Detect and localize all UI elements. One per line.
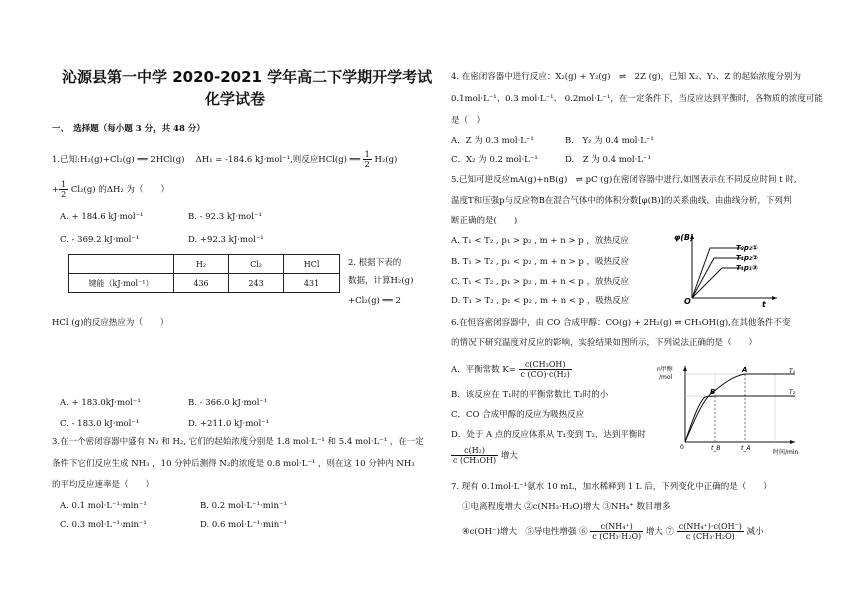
q6-a-den: c (CO)·c(H₂) [520,370,570,379]
q1-frac-num: 1 [364,150,370,159]
q7-f2-num: c(NH₄⁺)·c(OH⁻) [678,522,742,531]
q5-option-c[interactable]: C. T₁ < T₂ , p₁ > p₂ , m + n < p ，放热反应 [451,277,629,287]
point-a: A [742,366,748,374]
q2-side-3: +Cl₂(g) ══ 2 [348,296,401,306]
q5-ylabel: φ(B) [674,233,694,242]
q6-xlabel: 时间/min [773,449,799,456]
q2-option-b[interactable]: B. - 366.0 kJ·mol⁻¹ [188,398,268,408]
q7-fraction-6 [590,522,643,541]
q1-frac-den: 2 [364,160,370,169]
q4-line3: 是（ ） [451,116,486,126]
q1-line1: 1.已知:H₂(g)+Cl₂(g) ══ 2HCl(g) ΔH₁ = -184.6 kJ·mol⁻¹,则反应HCl(g) ══ [52,155,360,165]
q1-frac-den-2: 2 [61,190,67,199]
q4-line2: 0.1mol·L⁻¹、0.3 mol·L⁻¹、 0.2mol·L⁻¹，在一定条件下，当反应达到平衡时，各物质的浓度可能 [451,94,823,104]
q7-f1-num: c(NH₄⁺) [590,522,643,532]
q7-f2-den: c (CH₃·H₂O) [685,532,735,541]
q6-ylabel-2: /mol [659,374,673,381]
curve-label-1: T₂p₂① [736,244,758,252]
q1-frac-num-2: 1 [61,180,67,189]
label-t1: T₁ [789,368,796,375]
q1-half-fraction-2 [59,180,68,199]
q6-option-d-fraction [451,446,518,465]
q3-option-c[interactable]: C. 0.3 mol·L⁻¹·min⁻¹ [60,520,147,530]
q6-line1: 6.在恒容密闭容器中，由 CO 合成甲醇：CO(g) + 2H₂(g) ⇌ CH₃OH(g),在其他条件不变 [451,318,791,328]
q7-fraction-7 [677,522,744,541]
table-header-cell: H₂ [174,255,229,274]
q6-origin: 0 [680,444,684,451]
q6-option-c[interactable]: C．CO 合成甲醇的反应为吸热反应 [451,410,585,420]
table-header-cell: Cl₂ [229,255,284,274]
q3-option-a[interactable]: A. 0.1 mol·L⁻¹·min⁻¹ [60,501,147,511]
q2-option-c[interactable]: C. - 183.0 kJ·mol⁻¹ [60,419,140,429]
q3-option-b[interactable]: B. 0.2 mol·L⁻¹·min⁻¹ [200,501,287,511]
q5-line2: 温度T和压强p与反应物B在混合气体中的体积分数[φ(B)]的关系曲线，由曲线分析，下列判 [451,196,792,206]
q5-line3: 断正确的是( ) [451,216,518,226]
section-heading: 一、 选择题（每小题 3 分，共 48 分） [52,124,205,134]
q6-line2: 的情况下研究温度对反应的影响，实验结果如图所示，下列说法正确的是（ ） [451,338,758,348]
q2-option-d[interactable]: D. +211.0 kJ·mol⁻¹ [188,419,270,429]
q1-option-d[interactable]: D. +92.3 kJ·mol⁻¹ [188,235,264,245]
exam-title: 沁源县第一中学 2020-2021 学年高二下学期开学考试 [62,68,433,86]
q2-stem: HCl (g)的反应热应为（ ） [52,318,169,328]
table-cell: 243 [229,274,284,293]
q7-line2: ①电离程度增大 ②c(NH₃·H₂O)增大 ③NH₄⁺ 数目增多 [462,502,671,512]
curve-label-3: T₁p₁③ [736,264,758,272]
table-cell: 436 [174,274,229,293]
exam-subtitle: 化学试卷 [205,90,266,108]
q6-d-tail: 增大 [500,451,518,461]
q7-f1-den: c (CH₃·H₂O) [592,532,642,541]
q4-option-b[interactable]: B. Y₂ 为 0.4 mol·L⁻¹ [565,136,654,146]
q2-side-2: 数据，计算H₂(g) [348,276,414,286]
q5-xlabel: t [762,300,766,308]
q6-option-b[interactable]: B．该反应在 T₁时的平衡常数比 T₂时的小 [451,390,609,400]
q7-line3 [462,522,764,541]
q1-stem-2: + $\frac{1}{2}$ Cl₂(g) 的ΔH₂ 为（ ） [52,180,169,199]
q4-option-d[interactable]: D. Z 为 0.4 mol·L⁻¹ [565,155,651,165]
q6-option-d[interactable]: D．处于 A 点的反应体系从 T₁变到 T₂，达到平衡时 [451,430,646,440]
q1-line2-tail: Cl₂(g) 的ΔH₂ 为（ ） [70,185,169,195]
q6-a-num: c(CH₃OH) [519,360,572,370]
q2-side-1: 2. 根据下表的 [348,258,402,268]
q5-origin: O [684,297,691,306]
curve-3 [692,268,742,298]
curve-t1 [685,374,795,442]
y-axis-arrow [683,366,687,371]
q1-option-c[interactable]: C. - 369.2 kJ·mol⁻¹ [60,235,140,245]
table-header-cell: HCl [284,255,340,274]
table-header-row [69,255,340,274]
point-b: B [710,388,716,396]
q6-d-num: c(H₂) [451,446,498,456]
q7-l3a: ④c(OH⁻)增大 ⑤导电性增强 ⑥ [462,527,588,537]
curve-t2 [685,396,795,442]
q5-option-b[interactable]: B. T₁ > T₂ , p₁ < p₂ , m + n > p ，吸热反应 [451,257,629,267]
label-t2: T₂ [789,389,796,396]
curve-label-2: T₁p₂② [736,254,758,262]
table-header-cell [69,255,174,274]
table-row [69,274,340,293]
q7-l3c: 减小 [746,527,764,537]
q3-line2: 条件下它们反应生成 NH₃ ，10 分钟后测得 N₂的浓度是 0.8 mol·L⁻¹ ，则在这 10 分钟内 NH₃ [52,459,415,469]
q6-ylabel-1: n甲醇 [657,366,673,373]
q5-option-d[interactable]: D. T₁ > T₂ , p₁ < p₂ , m + n < p ，吸热反应 [451,296,630,306]
q6-d-fraction [451,446,498,465]
table-row-label: 键能（kJ·mol⁻¹） [69,274,174,293]
q1-half-fraction [363,150,372,169]
q6-option-a[interactable] [451,360,572,379]
q5-line1: 5.已知可逆反应mA(g)+nB(g) ⇌ pC (g)在密闭容器中进行,如图表示在不同反应时间 t 时, [451,175,797,185]
q3-line1: 3.在一个密闭容器中盛有 N₂ 和 H₂, 它们的起始浓度分别是 1.8 mol·L⁻¹ 和 5.4 mol·L⁻¹ ，在一定 [52,437,424,447]
q4-option-a[interactable]: A．Z 为 0.3 mol·L⁻¹ [451,136,534,146]
q6-a-prefix: A．平衡常数 K= [451,365,516,375]
q7-l3b: 增大 ⑦ [645,527,675,537]
q3-line3: 的平均反应速率是（ ） [52,480,155,490]
q4-line1: 4. 在密闭容器中进行反应：X₂(g) + Y₂(g) ⇌ 2Z (g)，已知 X₂、Y₂、Z 的起始浓度分别为 [451,72,801,82]
x-axis-arrow [790,440,795,444]
q6-d-den: c (CH₃OH) [453,456,497,465]
q1-option-a[interactable]: A. + 184.6 kJ·mol⁻¹ [60,212,144,222]
bond-energy-table [68,254,340,293]
q1-stem [52,150,397,169]
table-cell: 431 [284,274,340,293]
q6-a-fraction [519,360,572,379]
tick-tb: t_B [711,445,721,452]
q5-graph [672,228,782,308]
q4-option-c[interactable]: C．X₂ 为 0.2 mol·L⁻¹ [451,155,538,165]
q1-line1-tail: H₂(g) [374,155,398,165]
q3-option-d[interactable]: D. 0.6 mol·L⁻¹·min⁻¹ [200,520,288,530]
x-axis-arrow [772,296,777,300]
q7-line1: 7. 现有 0.1mol·L⁻¹氨水 10 mL，加水稀释到 1 L 后，下列变化中正确的是（ ） [451,482,772,492]
q2-option-a[interactable]: A. + 183.0kJ·mol⁻¹ [60,398,141,408]
tick-ta: t_A [741,445,751,452]
q5-option-a[interactable]: A. T₁ < T₂ , p₁ > p₂ , m + n > p ，放热反应 [451,236,629,246]
q1-option-b[interactable]: B. - 92.3 kJ·mol⁻¹ [188,212,262,222]
q6-graph [655,364,815,458]
